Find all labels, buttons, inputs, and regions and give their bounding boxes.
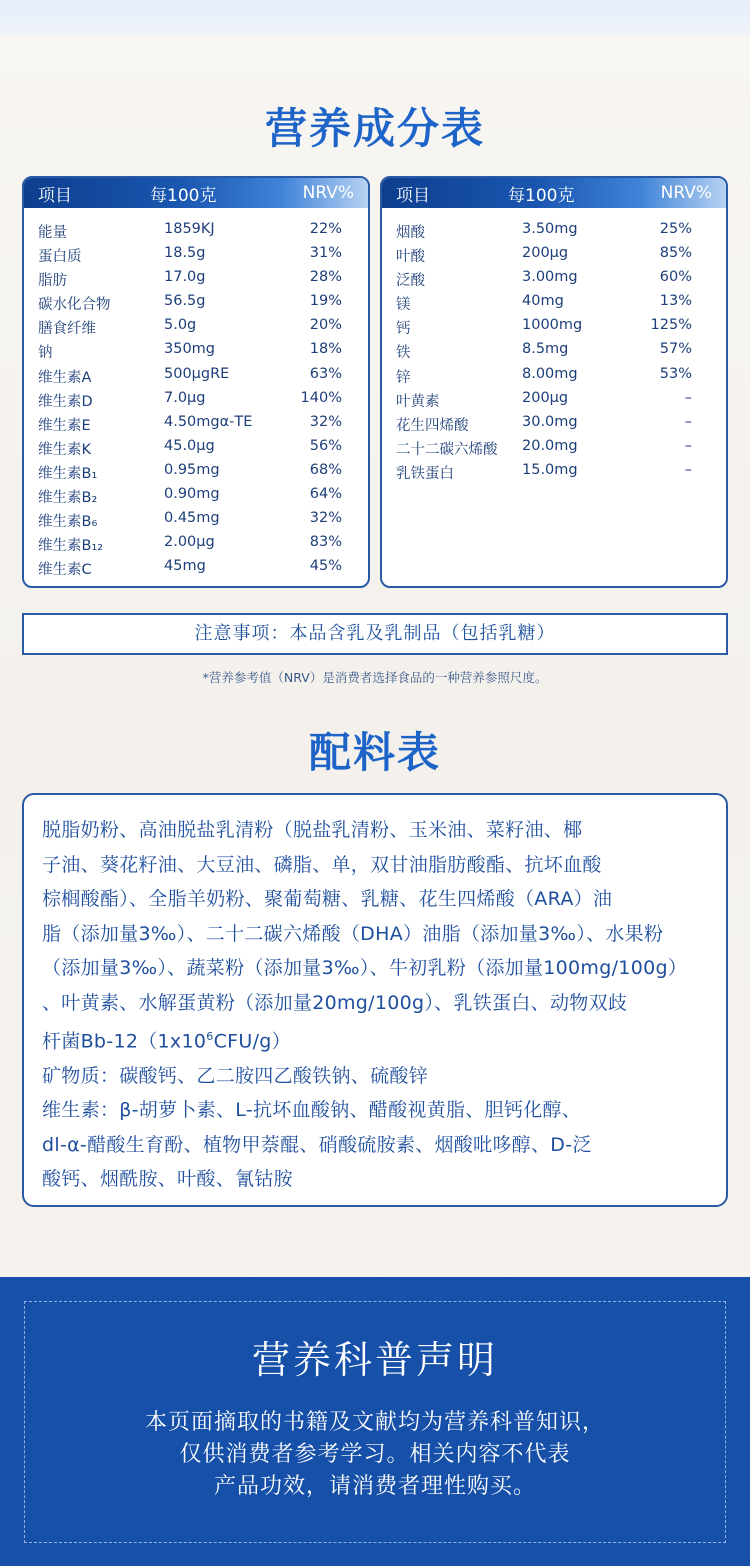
nutrient-nrv: – [684, 437, 692, 454]
table-row [24, 339, 368, 363]
vitamins-line: 维生素：β-胡萝卜素、L-抗坏血酸钠、醋酸视黄脂、胆钙化醇、 [42, 1099, 582, 1122]
nutrient-name: 乳铁蛋白 [396, 465, 454, 482]
table-row [382, 460, 726, 484]
nutrient-amount: 15.0mg [522, 461, 578, 478]
ingredients-line: （添加量3‰）、蔬菜粉（添加量3‰）、牛初乳粉（添加量100mg/100g） [42, 957, 688, 979]
nutrient-name: 叶酸 [396, 249, 425, 266]
nutrient-nrv: 125% [650, 317, 692, 334]
bifido-text: 杆菌Bb-12（1x10 [42, 1030, 207, 1053]
nutrient-amount: 20.0mg [522, 437, 578, 454]
table-row [382, 291, 726, 315]
table-row [24, 436, 368, 460]
nutrient-nrv: – [684, 389, 692, 406]
ingredients-box [22, 793, 728, 1207]
nutrient-nrv: 68% [309, 461, 342, 478]
nutrient-amount: 0.90mg [164, 486, 220, 503]
ingredients-title: 配料表 [308, 728, 441, 777]
nutrition-table-right [380, 176, 728, 588]
nutrient-amount: 4.50mgα-TE [164, 413, 253, 430]
declaration-line: 产品功效，请消费者理性购买。 [213, 1474, 536, 1499]
nutrient-name: 蛋白质 [38, 249, 82, 266]
allergen-notice: 注意事项：本品含乳及乳制品（包括乳糖） [22, 613, 728, 655]
nutrient-nrv: 45% [309, 558, 342, 575]
nutrient-name: 花生四烯酸 [396, 417, 469, 434]
table-header [24, 178, 368, 208]
nutrient-nrv: 28% [309, 269, 342, 286]
nutrient-name: 铁 [396, 345, 411, 362]
nutrient-nrv: 57% [659, 341, 692, 358]
table-row [24, 484, 368, 508]
table-header [382, 178, 726, 208]
table-row [24, 315, 368, 339]
nutrient-name: 维生素B₂ [38, 490, 98, 507]
nutrient-name: 维生素B₁ [38, 465, 98, 482]
nutrient-amount: 350mg [164, 341, 216, 358]
nutrient-amount: 17.0g [164, 269, 206, 286]
table-row [382, 412, 726, 436]
nutrient-nrv: 63% [309, 365, 342, 382]
nutrient-amount: 1859KJ [164, 221, 215, 237]
header-item: 项目 [38, 185, 72, 206]
ingredients-line: 、叶黄素、水解蛋黄粉（添加量20mg/100g）、乳铁蛋白、动物双歧 [42, 991, 628, 1014]
nutrient-amount: 7.0μg [164, 389, 206, 406]
table-row [24, 508, 368, 532]
nutrient-amount: 40mg [522, 293, 564, 310]
nutrient-name: 维生素A [38, 369, 92, 386]
nutrient-nrv: 25% [659, 221, 692, 237]
nutrient-nrv: 140% [300, 389, 342, 406]
nutrient-name: 碳水化合物 [38, 297, 111, 314]
nutrient-amount: 0.95mg [164, 461, 220, 478]
table-row [382, 219, 726, 243]
nutrient-nrv: 53% [659, 365, 692, 382]
nutrient-amount: 1000mg [522, 317, 583, 334]
nutrient-amount: 3.50mg [522, 221, 578, 237]
nutrient-nrv: – [684, 413, 692, 430]
ingredients-line: 脱脂奶粉、高油脱盐乳清粉（脱盐乳清粉、玉米油、菜籽油、椰 [42, 819, 583, 841]
nutrient-amount: 200μg [522, 245, 569, 262]
table-row [382, 267, 726, 291]
vitamins-line: dl-α-醋酸生育酚、植物甲萘醌、硝酸硫胺素、烟酸吡哆醇、D-泛 [42, 1133, 592, 1156]
table-row [382, 339, 726, 363]
table-row [24, 388, 368, 412]
nutrient-name: 镁 [396, 297, 411, 314]
bifido-exponent: 6 [206, 1030, 214, 1043]
bifido-unit: CFU/g） [213, 1030, 291, 1053]
nutrient-name: 钠 [38, 345, 53, 362]
table-row [382, 315, 726, 339]
nutrient-amount: 56.5g [164, 293, 206, 310]
nutrient-nrv: 64% [309, 486, 342, 503]
nutrient-nrv: 83% [309, 534, 342, 551]
minerals-line: 矿物质：碳酸钙、乙二胺四乙酸铁钠、硫酸锌 [42, 1064, 429, 1087]
header-per-100g: 每100克 [508, 185, 575, 206]
nutrient-nrv: 19% [309, 293, 342, 310]
table-row [24, 219, 368, 243]
table-rows [382, 208, 726, 484]
top-banner-strip [0, 0, 750, 34]
nutrient-name: 维生素K [38, 441, 92, 458]
nutrient-amount: 45mg [164, 558, 206, 575]
table-row [24, 460, 368, 484]
nutrient-amount: 45.0μg [164, 437, 215, 454]
table-row [24, 243, 368, 267]
nutrient-name: 锌 [396, 369, 411, 386]
table-row [382, 364, 726, 388]
nutrient-name: 烟酸 [396, 225, 425, 241]
nutrient-name: 维生素C [38, 562, 92, 579]
nutrient-amount: 18.5g [164, 245, 206, 262]
nutrient-name: 膳食纤维 [38, 321, 96, 338]
nutrient-amount: 0.45mg [164, 510, 220, 527]
ingredients-line: 棕榈酸酯）、全脂羊奶粉、聚葡萄糖、乳糖、花生四烯酸（ARA）油 [42, 888, 613, 910]
nutrient-name: 能量 [38, 225, 67, 241]
nutrient-amount: 500μgRE [164, 365, 230, 382]
nutrient-name: 维生素D [38, 393, 93, 410]
nutrient-amount: 30.0mg [522, 413, 578, 430]
nutrient-name: 泛酸 [396, 273, 425, 290]
header-per-100g: 每100克 [150, 185, 217, 206]
nutrient-nrv: 18% [309, 341, 342, 358]
nutrient-nrv: 20% [309, 317, 342, 334]
nutrient-nrv: 32% [309, 413, 342, 430]
table-row [382, 436, 726, 460]
nutrient-amount: 3.00mg [522, 269, 578, 286]
table-row [24, 267, 368, 291]
nutrient-nrv: 13% [659, 293, 692, 310]
header-nrv: NRV% [660, 183, 712, 203]
nutrition-title: 营养成分表 [264, 104, 485, 153]
nutrient-nrv: 31% [309, 245, 342, 262]
table-row [24, 532, 368, 556]
nutrient-amount: 8.00mg [522, 365, 578, 382]
table-row [382, 388, 726, 412]
nutrient-name: 维生素B₁₂ [38, 538, 104, 555]
declaration-line: 仅供消费者参考学习。相关内容不代表 [179, 1442, 571, 1467]
nutrient-name: 维生素B₆ [38, 514, 98, 531]
nutrient-amount: 2.00μg [164, 534, 215, 551]
vitamins-line: 酸钙、烟酰胺、叶酸、氰钴胺 [42, 1168, 293, 1191]
table-rows [24, 208, 368, 580]
table-row [24, 364, 368, 388]
declaration-line: 本页面摘取的书籍及文献均为营养科普知识， [144, 1410, 605, 1435]
table-row [382, 243, 726, 267]
nutrient-nrv: 56% [309, 437, 342, 454]
nutrient-name: 叶黄素 [396, 393, 440, 410]
nutrient-nrv: – [684, 461, 692, 478]
nutrient-name: 钙 [396, 321, 411, 338]
table-row [24, 412, 368, 436]
nutrient-nrv: 22% [309, 221, 342, 237]
nutrition-table-left [22, 176, 370, 588]
table-row [24, 291, 368, 315]
nutrient-nrv: 85% [659, 245, 692, 262]
header-nrv: NRV% [302, 183, 354, 203]
ingredients-line: 脂（添加量3‰）、二十二碳六烯酸（DHA）油脂（添加量3‰）、水果粉 [42, 922, 664, 945]
nutrient-name: 维生素E [38, 417, 91, 434]
header-item: 项目 [396, 185, 430, 206]
nutrient-name: 二十二碳六烯酸 [396, 441, 498, 458]
nutrient-amount: 200μg [522, 389, 569, 406]
nutrient-name: 脂肪 [38, 273, 67, 290]
nutrient-amount: 8.5mg [522, 341, 569, 358]
nutrient-amount: 5.0g [164, 317, 197, 334]
declaration-panel [0, 1277, 750, 1566]
ingredients-line-bifido [42, 1020, 708, 1059]
nutrient-nrv: 60% [659, 269, 692, 286]
table-row [24, 556, 368, 580]
nutrient-nrv: 32% [309, 510, 342, 527]
ingredients-line: 子油、葵花籽油、大豆油、磷脂、单，双甘油脂肪酸酯、抗坏血酸 [42, 853, 602, 876]
declaration-title: 营养科普声明 [251, 1338, 498, 1382]
nrv-footnote: *营养参考值（NRV）是消费者选择食品的一种营养参照尺度。 [202, 670, 548, 685]
